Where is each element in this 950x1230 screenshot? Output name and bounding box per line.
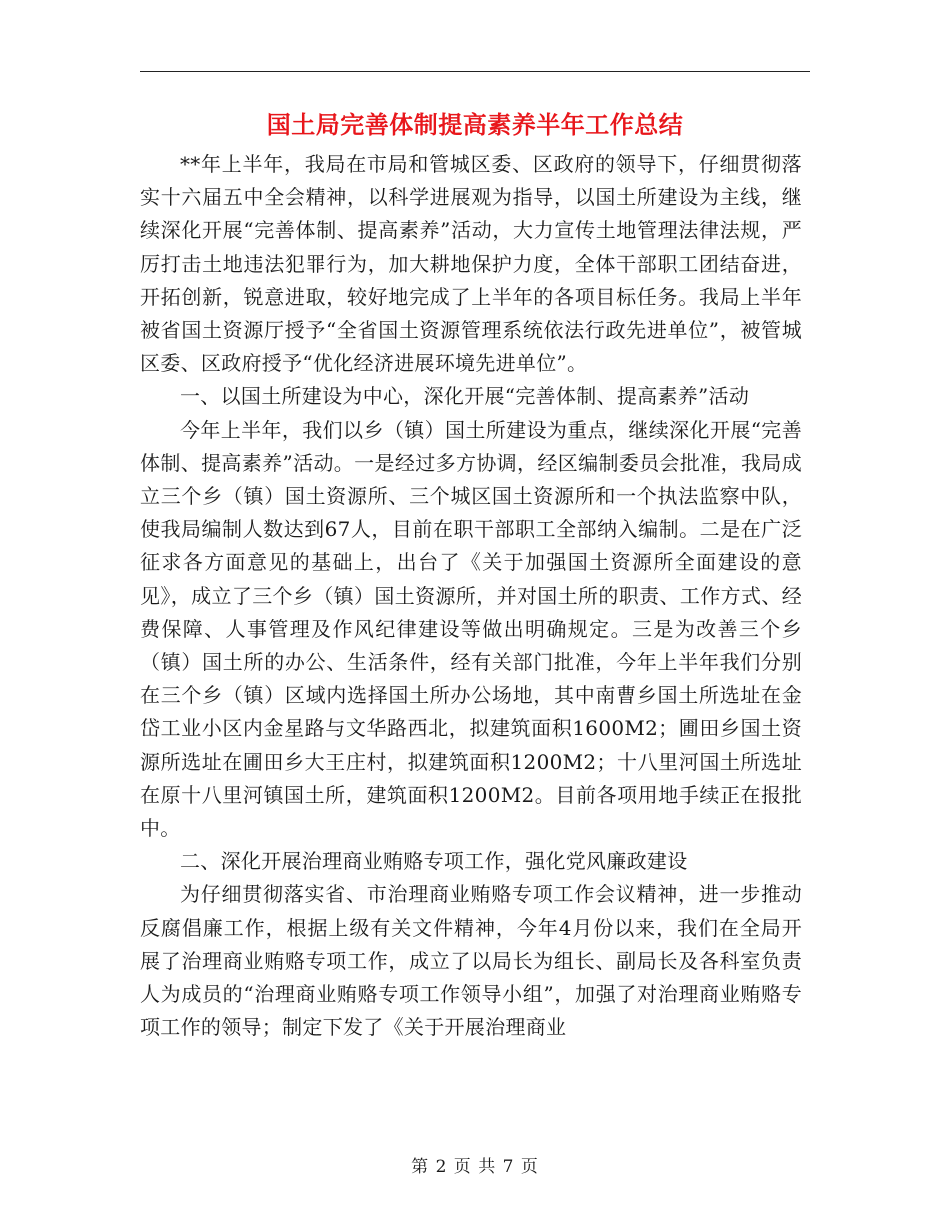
section-heading-2: 二、深化开展治理商业贿赂专项工作，强化党风廉政建设 <box>180 849 688 874</box>
paragraph-section-2: 为仔细贯彻落实省、市治理商业贿赂专项工作会议精神，进一步推动反腐倡廉工作，根据上级有关文件精神，今年4月份以来，我们在全局开展了治理商业贿赂专项工作，成立了以局长为组长、副局长及各科室负责人为成员的“治理商业贿赂专项工作领导小组”，加强了对治理商业贿赂专项工作的领导；制定下发了《关于开展治理商业 <box>140 882 802 1040</box>
document-title: 国土局完善体制提高素养半年工作总结 <box>266 110 684 139</box>
section-heading-1: 一、以国土所建设为中心，深化开展“完善体制、提高素养”活动 <box>180 384 750 409</box>
header-rule <box>140 71 810 72</box>
paragraph-intro: **年上半年，我局在市局和管城区委、区政府的领导下，仔细贯彻落实十六届五中全会精神，以科学进展观为指导，以国土所建设为主线，继续深化开展“完善体制、提高素养”活动，大力宣传土地管理法律法规，严厉打击土地违法犯罪行为，加大耕地保护力度，全体干部职工团结奋进，开拓创新，锐意进取，较好地完成了上半年的各项目标任务。我局上半年被省国土资源厅授予“全省国土资源管理系统依法行政先进单位”，被管城区委、区政府授予“优化经济进展环境先进单位”。 <box>140 152 802 376</box>
page-footer <box>0 1152 950 1177</box>
page-number: 第 2 页 共 7 页 <box>411 1157 539 1177</box>
paragraph-section-1: 今年上半年，我们以乡（镇）国土所建设为重点，继续深化开展“完善体制、提高素养”活动。一是经过多方协调，经区编制委员会批准，我局成立三个乡（镇）国土资源所、三个城区国土资源所和一个执法监察中队，使我局编制人数达到67人，目前在职干部职工全部纳入编制。二是在广泛征求各方面意见的基础上，出台了《关于加强国土资源所全面建设的意见》，成立了三个乡（镇）国土资源所，并对国土所的职责、工作方式、经费保障、人事管理及作风纪律建设等做出明确规定。三是为改善三个乡（镇）国土所的办公、生活条件，经有关部门批准，今年上半年我们分别在三个乡（镇）区域内选择国土所办公场地，其中南曹乡国土所选址在金岱工业小区内金星路与文华路西北，拟建筑面积1600M2；圃田乡国土资源所选址在圃田乡大王庄村，拟建筑面积1200M2；十八里河国土所选址在原十八里河镇国土所，建筑面积1200M2。目前各项用地手续正在报批中。 <box>140 417 802 841</box>
document-body <box>140 148 802 1044</box>
